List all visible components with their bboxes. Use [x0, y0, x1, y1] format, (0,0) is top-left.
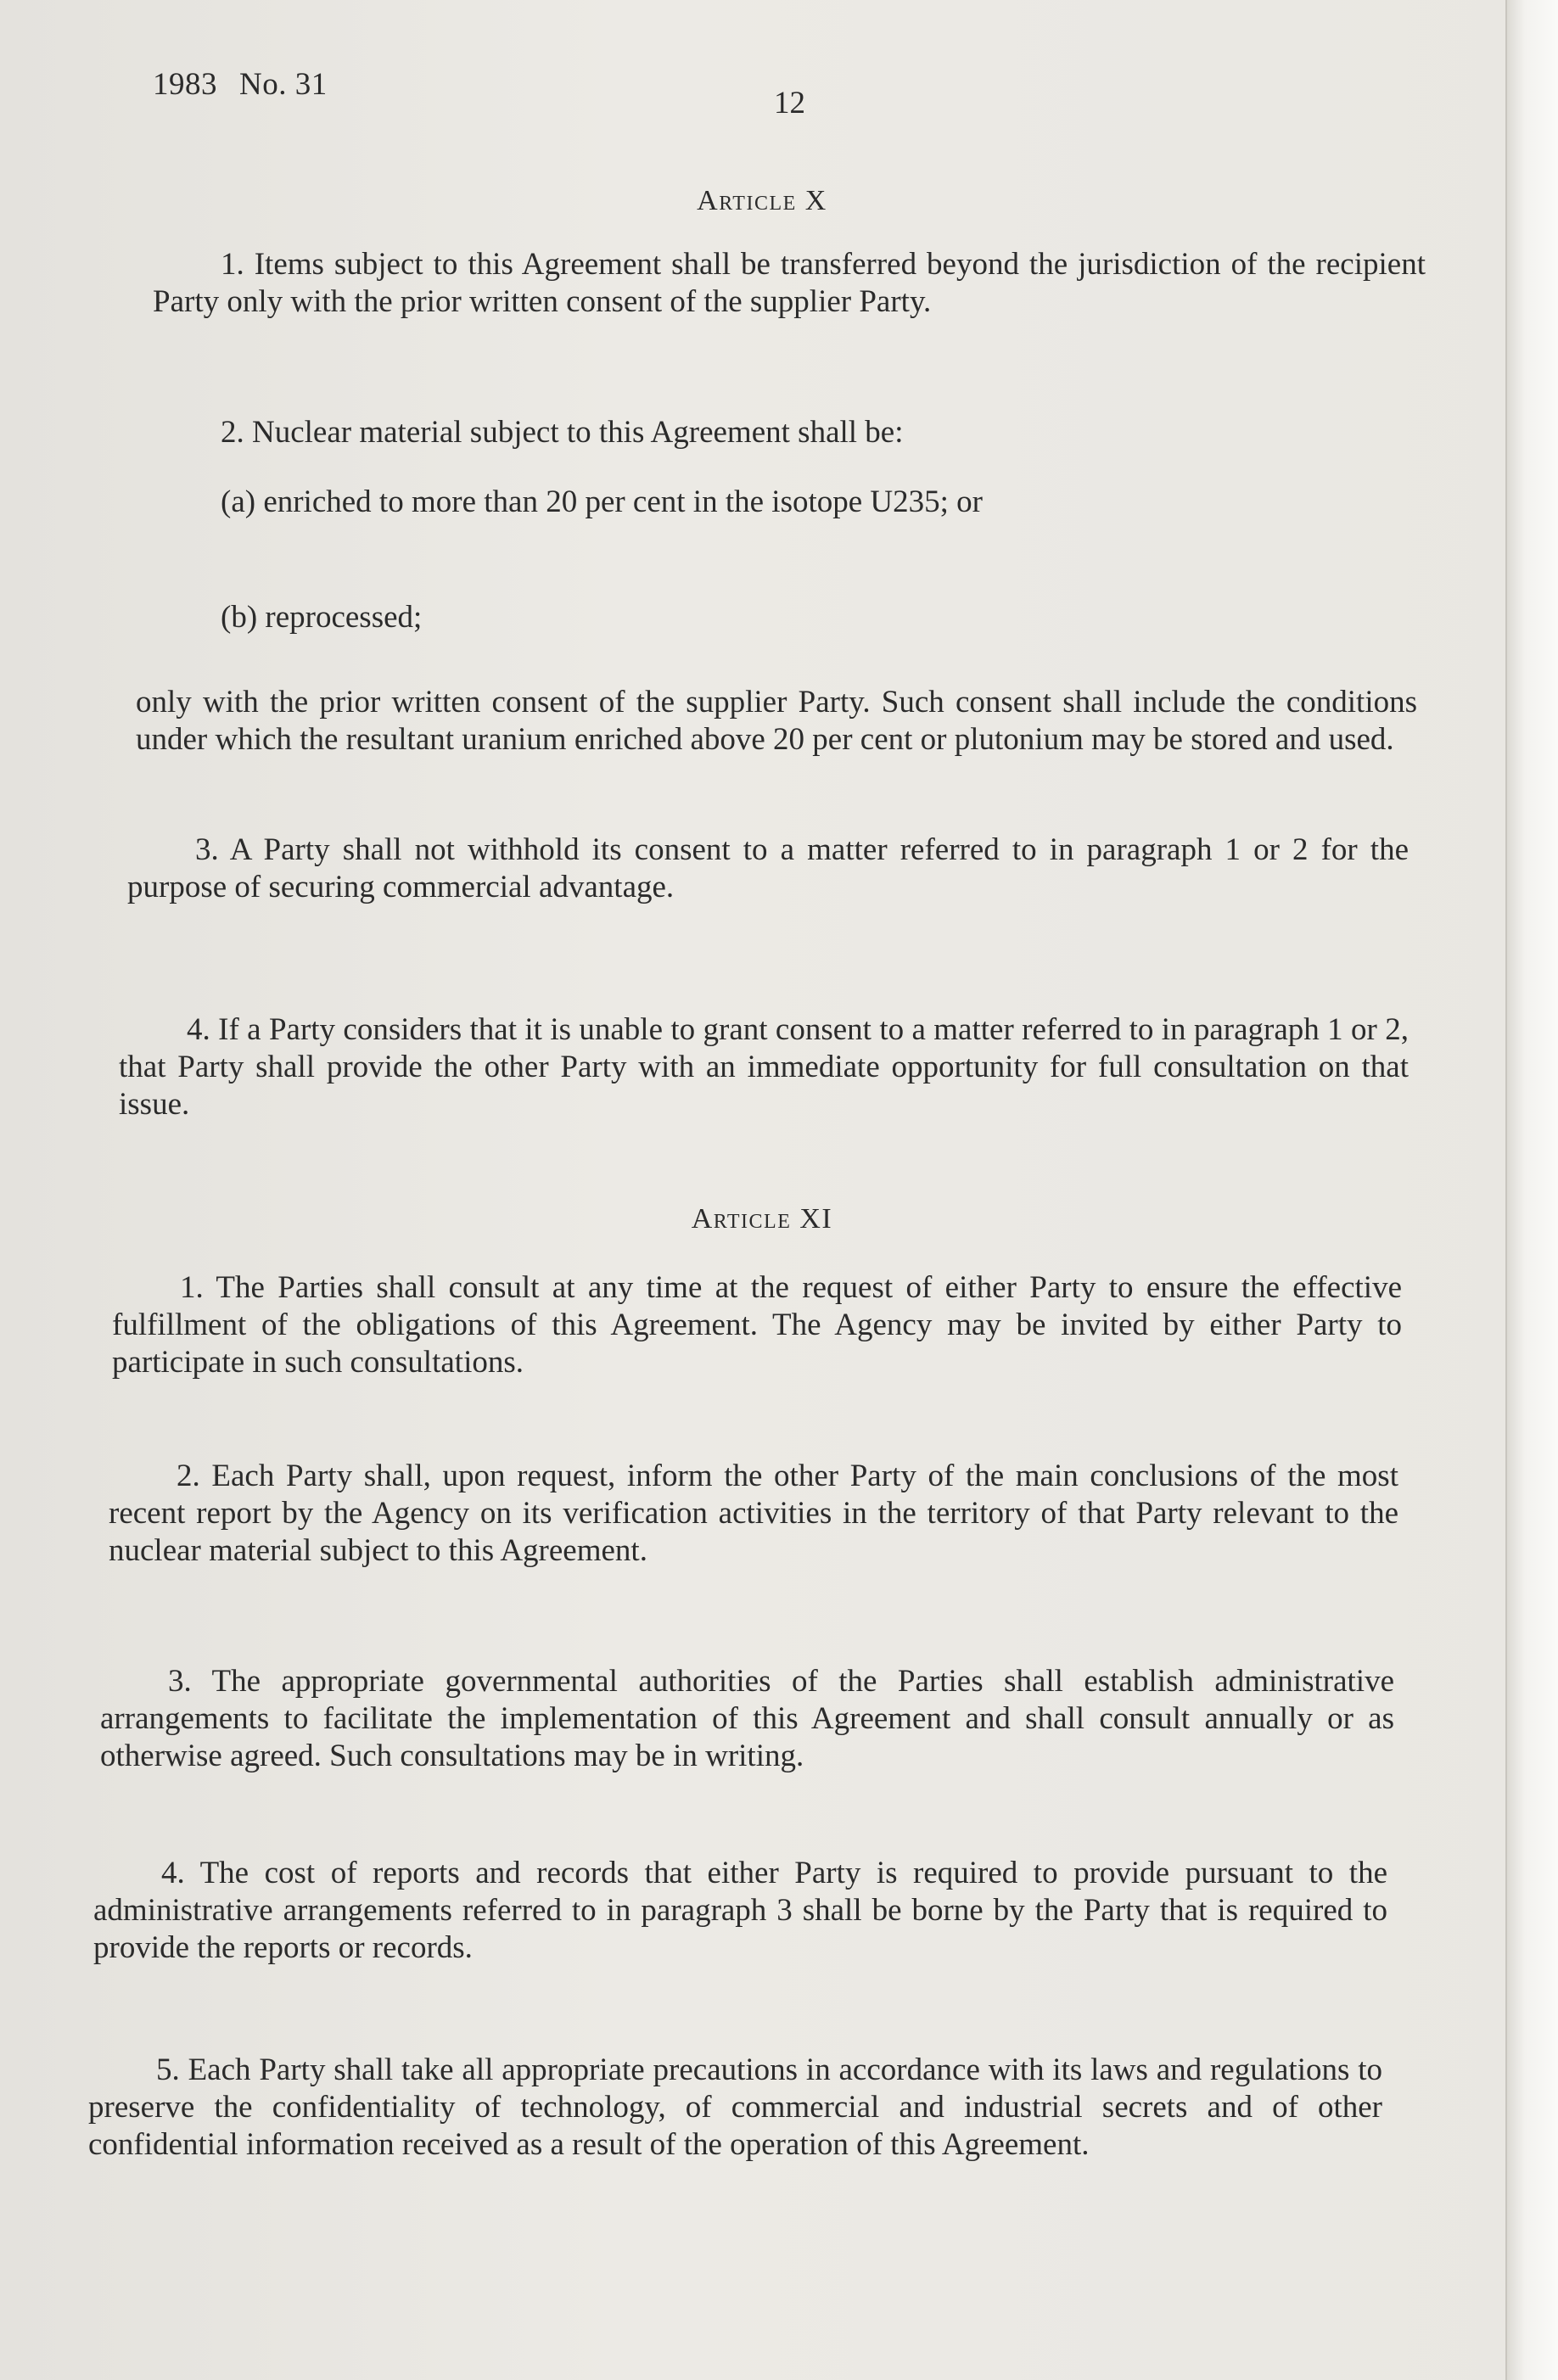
article-xi-paragraph-2: 2. Each Party shall, upon request, inform the other Party of the main conclusions of the most recent report by the Agency on its verification activities in the territory of that Party relevant to the nuclear material subject to this Agreement.	[109, 1459, 1398, 1568]
page-number: 12	[774, 86, 805, 120]
page-edge	[1505, 0, 1558, 2380]
header-year: 1983	[153, 67, 217, 102]
article-xi-paragraph-5: 5. Each Party shall take all appropriate precautions in accordance with its laws and regulations to preserve the confidentiality of technology, of commercial and industrial secrets and of other confidential information received as a result of the operation of this Agreement.	[88, 2052, 1382, 2162]
article-x-paragraph-2-continued: only with the prior written consent of the supplier Party. Such consent shall include the conditions under which the resultant uranium enriched above 20 per cent or plutonium may be stored and used.	[136, 685, 1417, 757]
article-xi-paragraph-3: 3. The appropriate governmental authorities of the Parties shall establish administrative arrangements to facilitate the implementation of this Agreement and shall consult annually or as otherwise agreed. Such consultations may be in writing.	[100, 1664, 1394, 1773]
article-xi-heading: Article XI	[691, 1203, 833, 1235]
article-x-paragraph-3: 3. A Party shall not withhold its consent to a matter referred to in paragraph 1 or 2 for the purpose of securing commercial advantage.	[127, 832, 1409, 904]
article-x-heading: Article X	[697, 185, 827, 216]
article-xi-paragraph-1: 1. The Parties shall consult at any time at the request of either Party to ensure the effective fulfillment of the obligations of this Agreement. The Agency may be invited by either Party to participate in such consultations.	[112, 1270, 1402, 1380]
article-x-paragraph-1: 1. Items subject to this Agreement shall be transferred beyond the jurisdiction of the recipient Party only with the prior written consent of the supplier Party.	[153, 247, 1426, 319]
header-series-number: No. 31	[239, 67, 328, 102]
article-x-paragraph-2: 2. Nuclear material subject to this Agreement shall be:	[221, 415, 904, 450]
article-x-item-b: (b) reprocessed;	[221, 600, 423, 635]
running-head	[153, 66, 328, 103]
article-xi-paragraph-4: 4. The cost of reports and records that either Party is required to provide pursuant to the administrative arrangements referred to in paragraph 3 shall be borne by the Party that is required to provide the reports or records.	[93, 1856, 1387, 1965]
article-x-item-a: (a) enriched to more than 20 per cent in the isotope U235; or	[221, 484, 983, 519]
article-x-paragraph-4: 4. If a Party considers that it is unable to grant consent to a matter referred to in paragraph 1 or 2, that Party shall provide the other Party with an immediate opportunity for full consultation on that issue.	[119, 1012, 1409, 1122]
